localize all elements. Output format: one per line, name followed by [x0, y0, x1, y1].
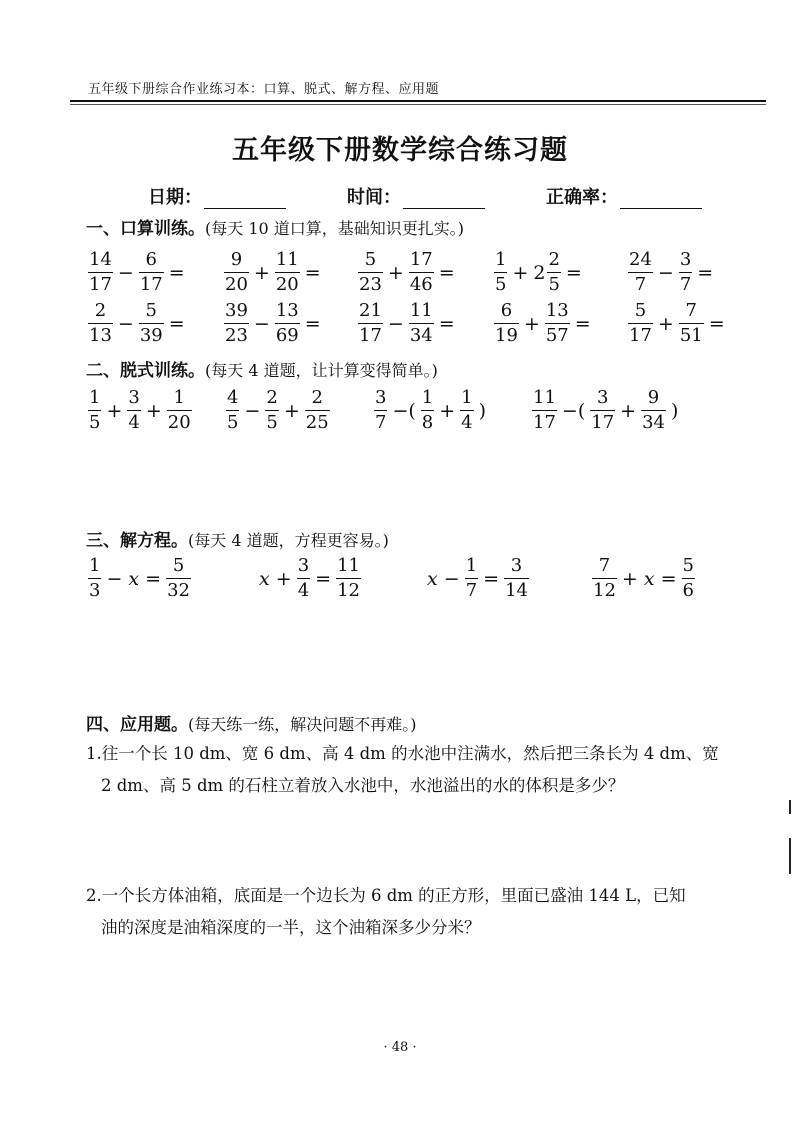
fraction	[628, 301, 653, 346]
numerator: 7	[685, 300, 697, 321]
running-header: 五年级下册综合作业练习本：口算、脱式、解方程、应用题	[88, 82, 440, 97]
section-mental-heading	[86, 214, 464, 239]
time-field	[347, 183, 485, 209]
denominator: 17	[89, 274, 112, 296]
fraction	[265, 388, 278, 433]
header-rule-thin	[70, 104, 766, 105]
section-word-heading	[86, 710, 417, 735]
fraction	[628, 250, 653, 295]
numerator: 9	[230, 249, 243, 270]
section-note: (每天 4 道题，让计算变得简单。)	[205, 361, 438, 380]
section-title: 二、脱式训练。	[86, 361, 205, 381]
fraction	[409, 301, 434, 346]
numerator: 2	[311, 387, 323, 408]
fraction-bar	[336, 578, 361, 579]
accuracy-label: 正确率：	[546, 187, 618, 208]
time-blank[interactable]	[403, 188, 485, 209]
denominator: 12	[337, 580, 360, 602]
numerator: 5	[682, 555, 694, 576]
operator: =	[168, 312, 185, 335]
fraction-bar	[224, 272, 249, 273]
fraction-bar	[628, 272, 653, 273]
fraction-bar	[628, 323, 653, 324]
fraction	[460, 388, 473, 433]
denominator: 20	[225, 274, 248, 296]
operator: =	[708, 312, 725, 335]
fraction-bar	[592, 578, 617, 579]
equation-problem	[256, 556, 363, 601]
operator: =	[574, 312, 591, 335]
numerator: 13	[275, 300, 299, 321]
denominator: 19	[495, 325, 518, 347]
word-problem-line: 2.一个长方体油箱，底面是一个边长为 6 dm 的正方形，里面已盛油 144 L，已知	[86, 886, 686, 905]
denominator: 57	[545, 325, 569, 347]
section-title: 四、应用题。	[86, 715, 188, 735]
denominator: 20	[275, 274, 299, 296]
equation-problem	[590, 556, 697, 601]
fraction	[139, 301, 164, 346]
numerator: 1	[495, 249, 507, 270]
fraction-bar	[226, 410, 239, 411]
stepwise-problem	[224, 388, 332, 433]
numerator: 39	[225, 300, 248, 321]
fraction	[275, 250, 300, 295]
mental-problem	[86, 301, 188, 346]
numerator: 21	[359, 300, 382, 321]
fraction	[421, 388, 434, 433]
denominator: 23	[359, 274, 382, 296]
denominator: 34	[409, 325, 433, 347]
operator: +	[512, 261, 529, 284]
scan-mark	[789, 838, 791, 874]
fraction	[494, 301, 519, 346]
operator: +	[283, 399, 300, 422]
fraction	[545, 301, 570, 346]
fraction-bar	[127, 410, 140, 411]
fraction	[532, 388, 557, 433]
numerator: 13	[545, 300, 569, 321]
fraction	[358, 250, 383, 295]
fraction-bar	[224, 323, 249, 324]
operator: −	[117, 312, 134, 335]
numerator: 5	[145, 300, 157, 321]
denominator: 6	[682, 580, 694, 602]
denominator: 17	[533, 412, 556, 434]
mental-problem	[492, 301, 594, 346]
section-note: (每天 4 道题，方程更容易。)	[188, 531, 389, 550]
fraction	[590, 388, 615, 433]
fraction-bar	[494, 272, 507, 273]
numerator: 9	[647, 387, 660, 408]
denominator: 51	[679, 325, 703, 347]
denominator: 32	[167, 580, 190, 602]
section-title: 三、解方程。	[86, 531, 188, 551]
section-stepwise-heading	[86, 356, 438, 381]
whole-number: 2	[533, 261, 546, 284]
fraction	[682, 556, 695, 601]
fraction-bar	[275, 272, 300, 273]
numerator: 1	[461, 387, 473, 408]
denominator: 17	[629, 325, 652, 347]
denominator: 25	[305, 412, 329, 434]
fraction	[592, 556, 617, 601]
numerator: 3	[510, 555, 523, 576]
fraction	[679, 250, 692, 295]
date-label: 日期：	[148, 187, 202, 208]
numerator: 6	[145, 249, 157, 270]
operator: =	[304, 312, 321, 335]
denominator: 17	[591, 412, 615, 434]
header-rule	[70, 100, 766, 102]
operator: −	[117, 261, 134, 284]
fraction	[139, 250, 164, 295]
fraction	[88, 388, 101, 433]
numerator: 2	[266, 387, 278, 408]
numerator: 5	[634, 300, 647, 321]
operator: =	[483, 567, 500, 590]
fraction	[358, 301, 383, 346]
fraction	[166, 556, 191, 601]
operator: +	[439, 399, 456, 422]
fraction-bar	[679, 323, 704, 324]
fraction	[88, 250, 113, 295]
numerator: 24	[629, 249, 652, 270]
numerator: 11	[275, 249, 299, 270]
numerator: 3	[297, 555, 310, 576]
denominator: 5	[266, 412, 278, 434]
fraction	[679, 301, 704, 346]
fraction	[374, 388, 387, 433]
page-title: 五年级下册数学综合练习题	[232, 135, 568, 166]
denominator: 8	[421, 412, 434, 434]
fraction-bar	[460, 410, 473, 411]
denominator: 14	[505, 580, 528, 602]
numerator: 5	[172, 555, 185, 576]
word-problem-line: 1.往一个长 10 dm、宽 6 dm、高 4 dm 的水池中注满水，然后把三条长为 4 dm、宽	[86, 744, 719, 763]
denominator: 13	[89, 325, 112, 347]
fraction-bar	[532, 410, 557, 411]
fraction-bar	[358, 272, 383, 273]
mental-problem	[356, 250, 458, 295]
date-blank[interactable]	[204, 188, 286, 209]
fraction-bar	[88, 272, 113, 273]
fraction	[547, 250, 560, 295]
denominator: 4	[461, 412, 473, 434]
numerator: 7	[598, 555, 611, 576]
denominator: 17	[139, 274, 163, 296]
fraction-bar	[465, 578, 478, 579]
numerator: 5	[364, 249, 377, 270]
fraction	[88, 556, 101, 601]
denominator: 5	[227, 412, 239, 434]
operator: +	[620, 399, 637, 422]
operator: )	[478, 399, 487, 422]
numerator: 6	[500, 300, 513, 321]
denominator: 46	[409, 274, 433, 296]
fraction-bar	[275, 323, 300, 324]
fraction	[88, 301, 113, 346]
fraction-bar	[305, 410, 330, 411]
denominator: 7	[634, 274, 647, 296]
numerator: 3	[375, 387, 387, 408]
mental-problem	[222, 301, 324, 346]
section-note: (每天 10 道口算，基础知识更扎实。)	[205, 219, 465, 238]
fraction-bar	[409, 323, 434, 324]
fraction	[465, 556, 478, 601]
denominator: 39	[139, 325, 163, 347]
section-equations-heading	[86, 526, 389, 551]
mental-problem	[626, 301, 728, 346]
mental-problem	[86, 250, 188, 295]
word-problem-line: 2 dm、高 5 dm 的石柱立着放入水池中，水池溢出的水的体积是多少？	[101, 776, 625, 795]
fraction-bar	[358, 323, 383, 324]
operator: −(	[561, 399, 586, 422]
operator: −	[387, 312, 404, 335]
mental-problem	[626, 250, 716, 295]
operator: − x =	[106, 567, 162, 590]
denominator: 3	[89, 580, 101, 602]
fraction-bar	[167, 410, 192, 411]
word-problem-1	[86, 738, 766, 802]
fraction	[297, 556, 310, 601]
denominator: 4	[297, 580, 310, 602]
denominator: 69	[275, 325, 299, 347]
numerator: 1	[89, 387, 101, 408]
fraction	[336, 556, 361, 601]
fraction-bar	[547, 272, 560, 273]
denominator: 20	[167, 412, 191, 434]
equation-problem	[424, 556, 531, 601]
operator: −	[244, 399, 261, 422]
fraction-bar	[641, 410, 666, 411]
numerator: 1	[421, 387, 434, 408]
fraction-bar	[139, 272, 164, 273]
operator: =	[168, 261, 185, 284]
fraction-bar	[409, 272, 434, 273]
denominator: 34	[642, 412, 665, 434]
denominator: 5	[548, 274, 560, 296]
operator: x −	[427, 567, 460, 590]
fraction-bar	[297, 578, 310, 579]
mental-problem	[222, 250, 324, 295]
fraction-bar	[88, 578, 101, 579]
fraction	[409, 250, 434, 295]
numerator: 4	[227, 387, 239, 408]
operator: =	[304, 261, 321, 284]
operator: =	[565, 261, 582, 284]
time-label: 时间：	[347, 187, 401, 208]
operator: x +	[259, 567, 292, 590]
operator: +	[657, 312, 674, 335]
operator: =	[697, 261, 714, 284]
denominator: 7	[679, 274, 692, 296]
fraction-bar	[374, 410, 387, 411]
denominator: 7	[375, 412, 387, 434]
numerator: 3	[128, 387, 140, 408]
operator: =	[438, 261, 455, 284]
numerator: 1	[89, 555, 101, 576]
fraction-bar	[88, 410, 101, 411]
numerator: 11	[409, 300, 433, 321]
fraction	[504, 556, 529, 601]
numerator: 1	[465, 555, 478, 576]
fraction-bar	[421, 410, 434, 411]
numerator: 1	[173, 387, 185, 408]
denominator: 5	[495, 274, 507, 296]
numerator: 11	[337, 555, 360, 576]
operator: + x =	[621, 567, 677, 590]
operator: −(	[392, 399, 416, 422]
operator: −	[657, 261, 674, 284]
scan-mark	[789, 800, 791, 814]
fraction	[167, 388, 192, 433]
operator: +	[523, 312, 540, 335]
stepwise-problem	[86, 388, 194, 433]
numerator: 2	[548, 249, 560, 270]
equation-problem	[86, 556, 193, 601]
fraction	[494, 250, 507, 295]
operator: +	[387, 261, 404, 284]
operator: )	[670, 399, 679, 422]
operator: =	[438, 312, 455, 335]
fraction	[226, 388, 239, 433]
denominator: 7	[465, 580, 478, 602]
numerator: 2	[94, 300, 107, 321]
fraction-bar	[590, 410, 615, 411]
fraction-bar	[682, 578, 695, 579]
fraction	[275, 301, 300, 346]
mental-problem	[356, 301, 458, 346]
mental-problem	[492, 250, 585, 295]
operator: +	[145, 399, 162, 422]
denominator: 23	[225, 325, 248, 347]
accuracy-field	[546, 183, 702, 209]
fraction-bar	[88, 323, 113, 324]
operator: +	[253, 261, 270, 284]
fraction-bar	[494, 323, 519, 324]
fraction	[305, 388, 330, 433]
stepwise-problem	[372, 388, 489, 433]
numerator: 14	[89, 249, 112, 270]
fraction-bar	[679, 272, 692, 273]
date-field	[148, 183, 286, 209]
fraction-bar	[545, 323, 570, 324]
fraction-bar	[265, 410, 278, 411]
operator: −	[253, 312, 270, 335]
fraction	[127, 388, 140, 433]
fraction	[224, 301, 249, 346]
word-problem-2	[86, 880, 766, 944]
section-title: 一、口算训练。	[86, 219, 205, 239]
operator: +	[106, 399, 123, 422]
fraction	[224, 250, 249, 295]
stepwise-problem	[530, 388, 681, 433]
fraction	[641, 388, 666, 433]
page-number: · 48 ·	[383, 1040, 417, 1055]
fraction-bar	[166, 578, 191, 579]
numerator: 17	[409, 249, 433, 270]
denominator: 12	[593, 580, 616, 602]
numerator: 11	[533, 387, 556, 408]
denominator: 4	[128, 412, 140, 434]
numerator: 3	[596, 387, 609, 408]
numerator: 3	[679, 249, 692, 270]
section-note: (每天练一练，解决问题不再难。)	[188, 715, 417, 734]
denominator: 5	[89, 412, 101, 434]
accuracy-blank[interactable]	[620, 188, 702, 209]
operator: =	[315, 567, 332, 590]
fraction-bar	[139, 323, 164, 324]
denominator: 17	[359, 325, 382, 347]
fraction-bar	[504, 578, 529, 579]
word-problem-line: 油的深度是油箱深度的一半，这个油箱深多少分米？	[101, 918, 481, 937]
